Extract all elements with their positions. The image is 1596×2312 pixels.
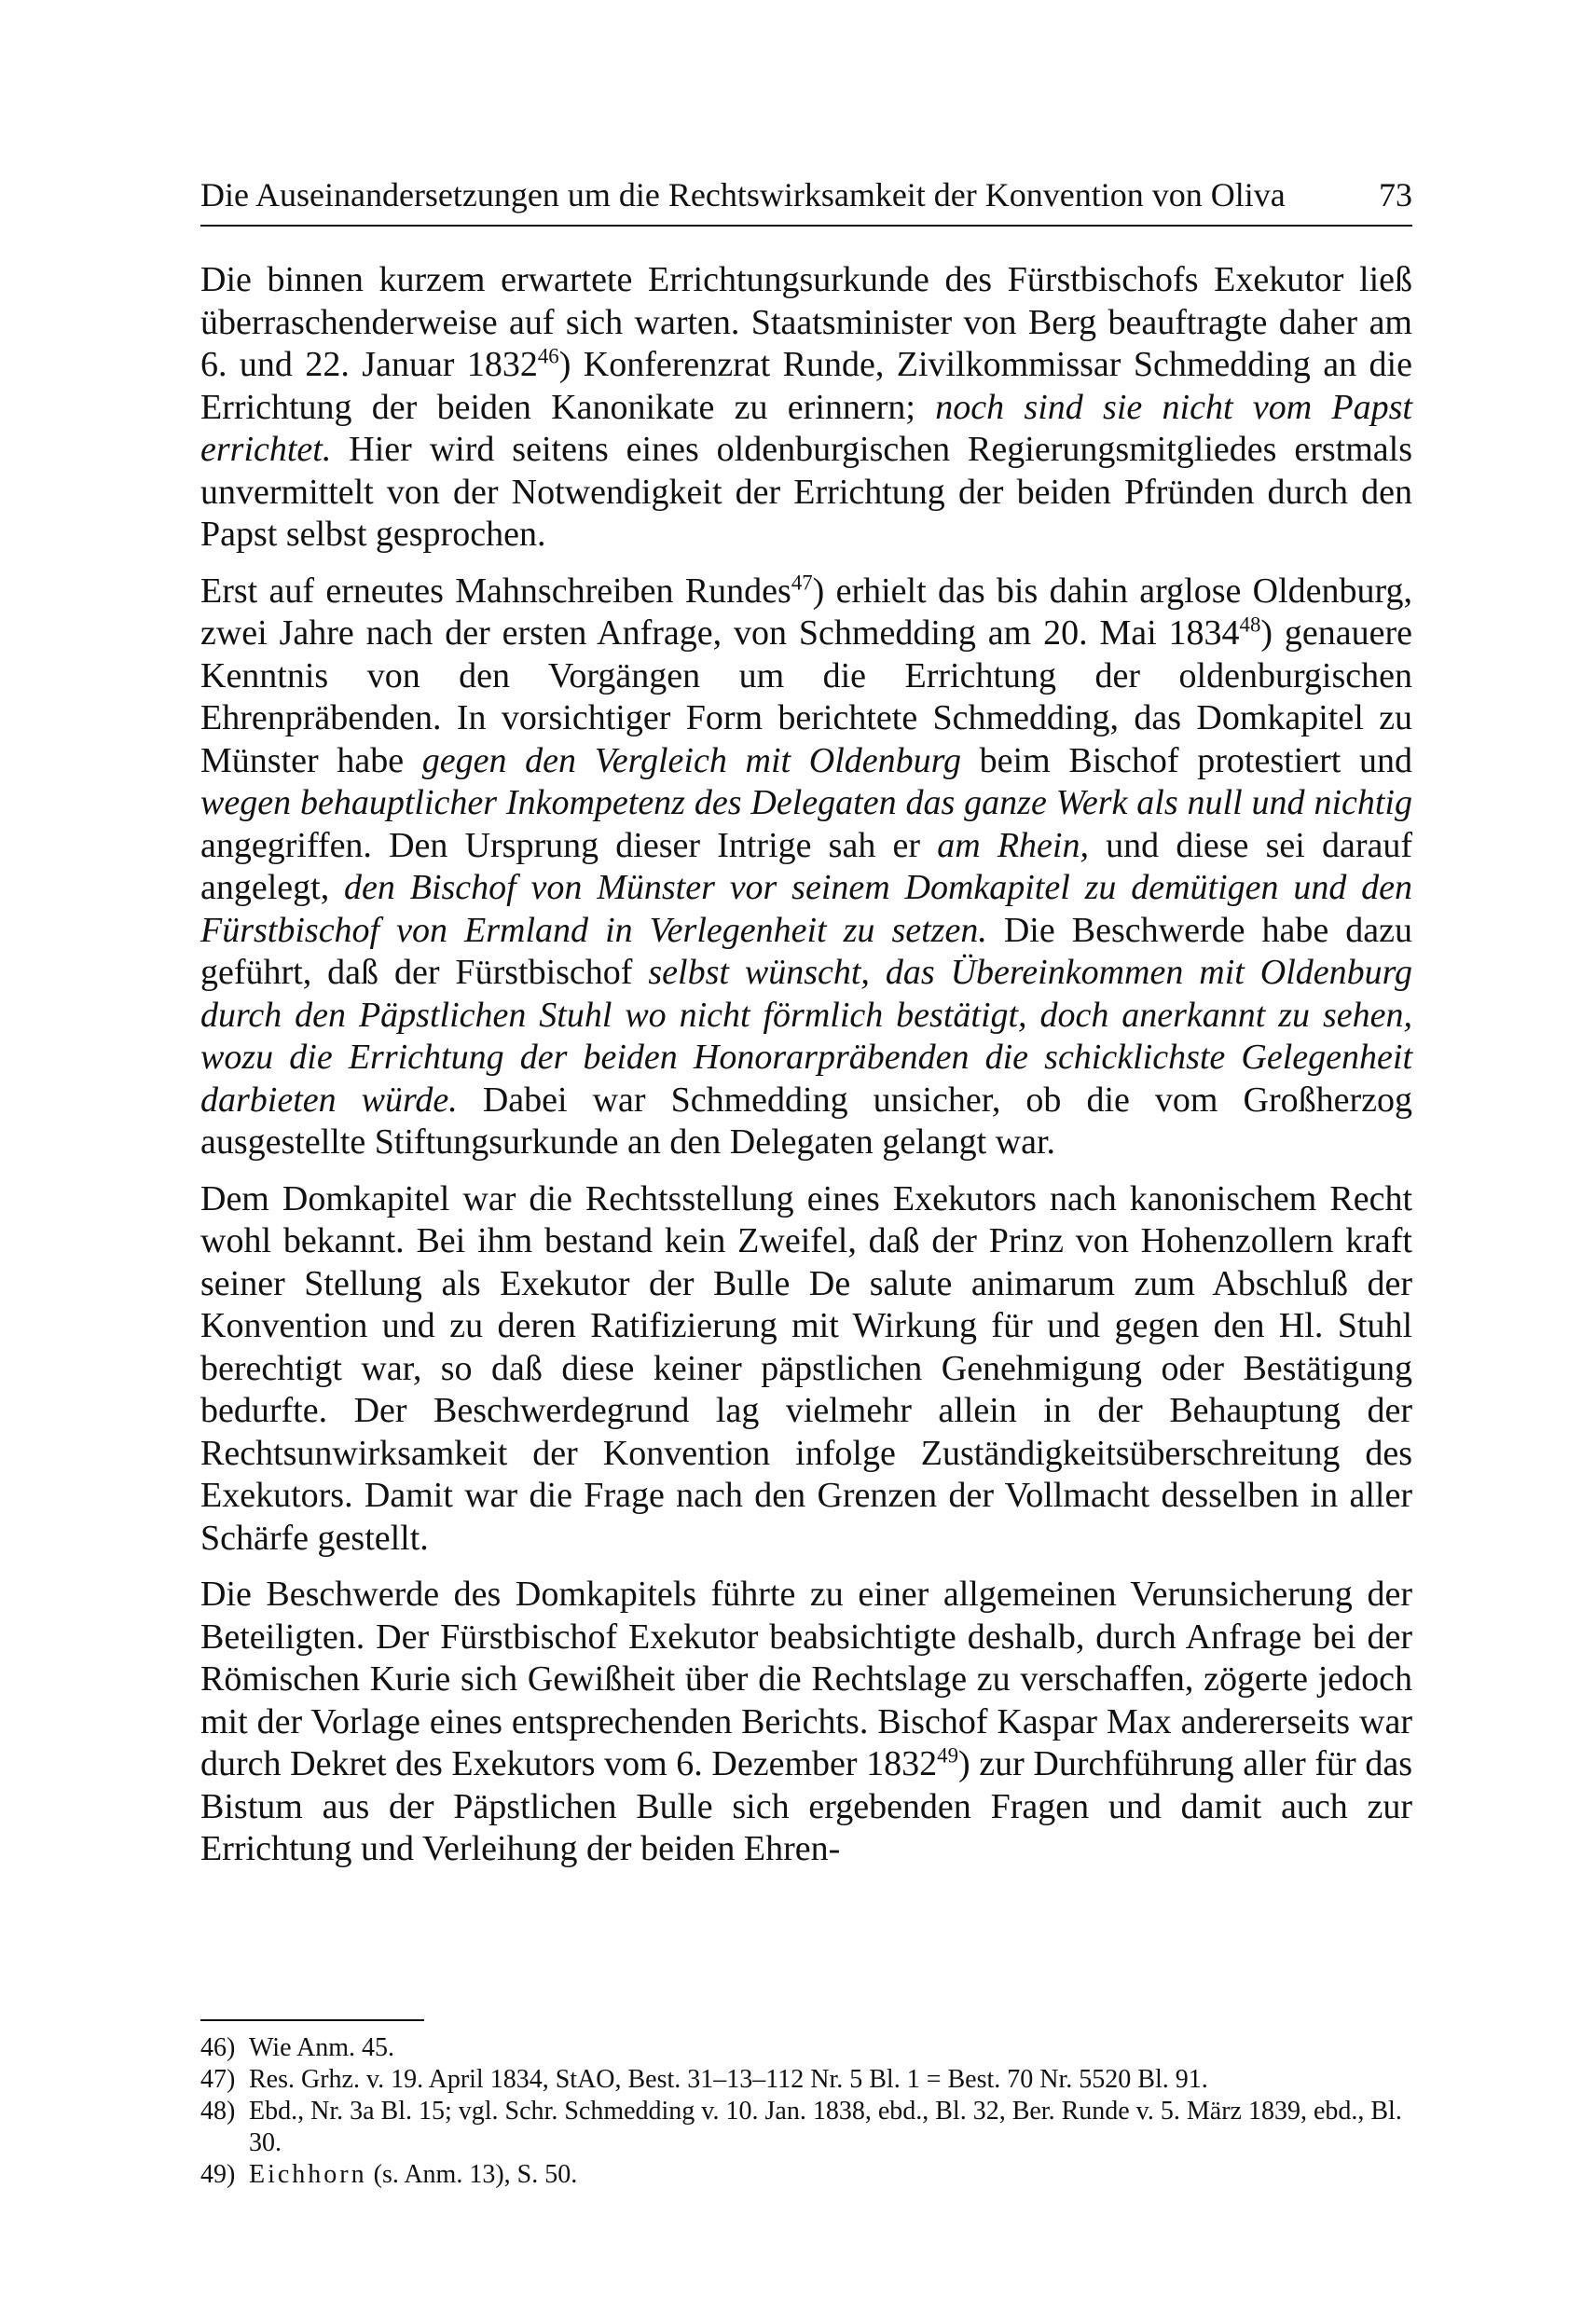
running-header [200,172,1412,217]
author-name: Eichhorn [249,2160,367,2189]
paragraph-2: Erst auf erneutes Mahnschreiben Rundes$^{47}$) erhielt das bis dahin arglose Oldenburg, zwei Jahre nach der ersten Anfrage, von Schmedding am 20. Mai 1834$^{48}$) genauere Kenntnis von den Vorgängen um die Errichtung der oldenburgischen Ehrenpräbenden. In vorsichtiger Form berichtete Schmedding, das Domkapitel zu Münster habe gegen den Vergleich mit Oldenburg beim Bischof protestiert und wegen behauptlicher Inkompetenz des Delegaten das ganze Werk als null und nichtig angegriffen. Den Ursprung dieser Intrige sah er am Rhein, und diese sei darauf angelegt, den Bischof von Münster vor seinem Domkapitel zu demütigen und den Fürstbischof von Ermland in Verlegenheit zu setzen. Die Beschwerde habe dazu geführt, daß der Fürstbischof selbst wünscht, das Übereinkommen mit Oldenburg durch den Päpstlichen Stuhl wo nicht förmlich bestätigt, doch anerkannt zu sehen, wozu die Errichtung der beiden Honorarpräbenden die schicklichste Gelegenheit darbieten würde. Dabei war Schmedding unsicher, ob die vom Großherzog ausgestellte Stiftungsurkunde an den Delegaten gelangt war. [200,570,1413,1162]
footnotes [200,2032,1412,2191]
paragraph-3: Dem Domkapitel war die Rechtsstellung eines Exekutors nach kanonischem Recht wohl bekannt. Bei ihm bestand kein Zweifel, daß der Prinz von Hohenzollern kraft seiner Stellung als Exekutor der Bulle De salute animarum zum Abschluß der Konvention und zu deren Ratifizierung mit Wirkung für und gegen den Hl. Stuhl berechtigt war, so daß diese keiner päpstlichen Genehmigung oder Bestätigung bedurfte. Der Beschwerdegrund lag vielmehr allein in der Behauptung der Rechtsunwirksamkeit der Konvention infolge Zuständigkeitsüberschreitung des Exekutors. Damit war die Frage nach den Grenzen der Vollmacht desselben in aller Schärfe gestellt. [200,1178,1412,1558]
footnote-text: Res. Grhz. v. 19. April 1834, StAO, Best. 31–13–112 Nr. 5 Bl. 1 = Best. 70 Nr. 5520 Bl. 91. [249,2065,1208,2094]
footnote-ref-49: 49 [937,1743,958,1768]
footnote-marker: 49) [200,2160,236,2189]
footnote-46 [200,2032,1412,2064]
paragraph-4: Die Beschwerde des Domkapitels führte zu einer allgemeinen Verunsicherung der Beteiligten. Der Fürstbischof Exekutor beabsichtigte deshalb, durch Anfrage bei der Römischen Kurie sich Gewißheit über die Rechtslage zu verschaffen, zögerte jedoch mit der Vorlage eines entsprechenden Berichts. Bischof Kaspar Max andererseits war durch Dekret des Exekutors vom 6. Dezember 1832$^{49}$) zur Durchführung aller für das Bistum aus der Päpstlichen Bulle sich ergebenden Fragen und damit auch zur Errichtung und Verleihung der beiden Ehren- [200,1575,1412,1868]
footnote-ref-48: 48 [1239,612,1261,637]
footnote-marker: 48) [200,2097,236,2126]
footnote-ref-46: 46 [537,344,559,368]
paragraph-1: Die binnen kurzem erwartete Errichtungsurkunde des Fürstbischofs Exekutor ließ überraschenderweise auf sich warten. Staatsminister von Berg beauftragte daher am 6. und 22. Januar 1832$^{46}$) Konferenzrat Runde, Zivilkommissar Schmedding an die Errichtung der beiden Kanonikate zu erinnern; noch sind sie nicht vom Papst errichtet. Hier wird seitens eines oldenburgischen Regierungsmitgliedes erstmals unvermittelt von der Notwendigkeit der Errichtung der beiden Pfründen durch den Papst selbst gesprochen. [200,260,1412,554]
footnote-marker: 47) [200,2065,236,2094]
footnote-ref-47: 47 [791,570,813,594]
running-title: Die Auseinandersetzungen um die Rechtswirksamkeit der Konvention von Oliva [200,176,1286,213]
footnote-rule [200,2019,424,2021]
quote-italic: gegen den Vergleich mit Oldenburg [421,740,961,780]
footnote-text: Eichhorn (s. Anm. 13), S. 50. [249,2160,578,2189]
main-text [200,259,1412,1885]
quote-italic: noch sind sie nicht vom Papst errichtet. [200,387,1412,469]
header-rule [200,225,1412,227]
footnote-49 [200,2159,1412,2191]
footnote-marker: 46) [200,2033,236,2062]
footnote-47 [200,2064,1412,2096]
quote-italic: am Rhein, [937,825,1089,865]
footnote-text: Wie Anm. 45. [249,2033,394,2062]
page-number: 73 [1379,176,1412,213]
quote-italic: den Bischof von Münster vor seinem Domkapitel zu demütigen und den Fürstbischof von Ermland in Verlegenheit zu setzen. [200,868,1413,950]
quote-italic: wegen behauptlicher Inkompetenz des Delegaten das ganze Werk als null und nichtig [200,783,1412,822]
footnote-text: Ebd., Nr. 3a Bl. 15; vgl. Schr. Schmedding v. 10. Jan. 1838, ebd., Bl. 32, Ber. Runde v. 5. März 1839, ebd., Bl. 30. [249,2097,1402,2157]
footnote-48 [200,2096,1412,2159]
quote-italic: selbst wünscht, das Übereinkommen mit Oldenburg durch den Päpstlichen Stuhl wo nicht förmlich bestätigt, doch anerkannt zu sehen, wozu die Errichtung der beiden Honorarpräbenden die schicklichste Gelegenheit darbieten würde. [200,953,1412,1120]
